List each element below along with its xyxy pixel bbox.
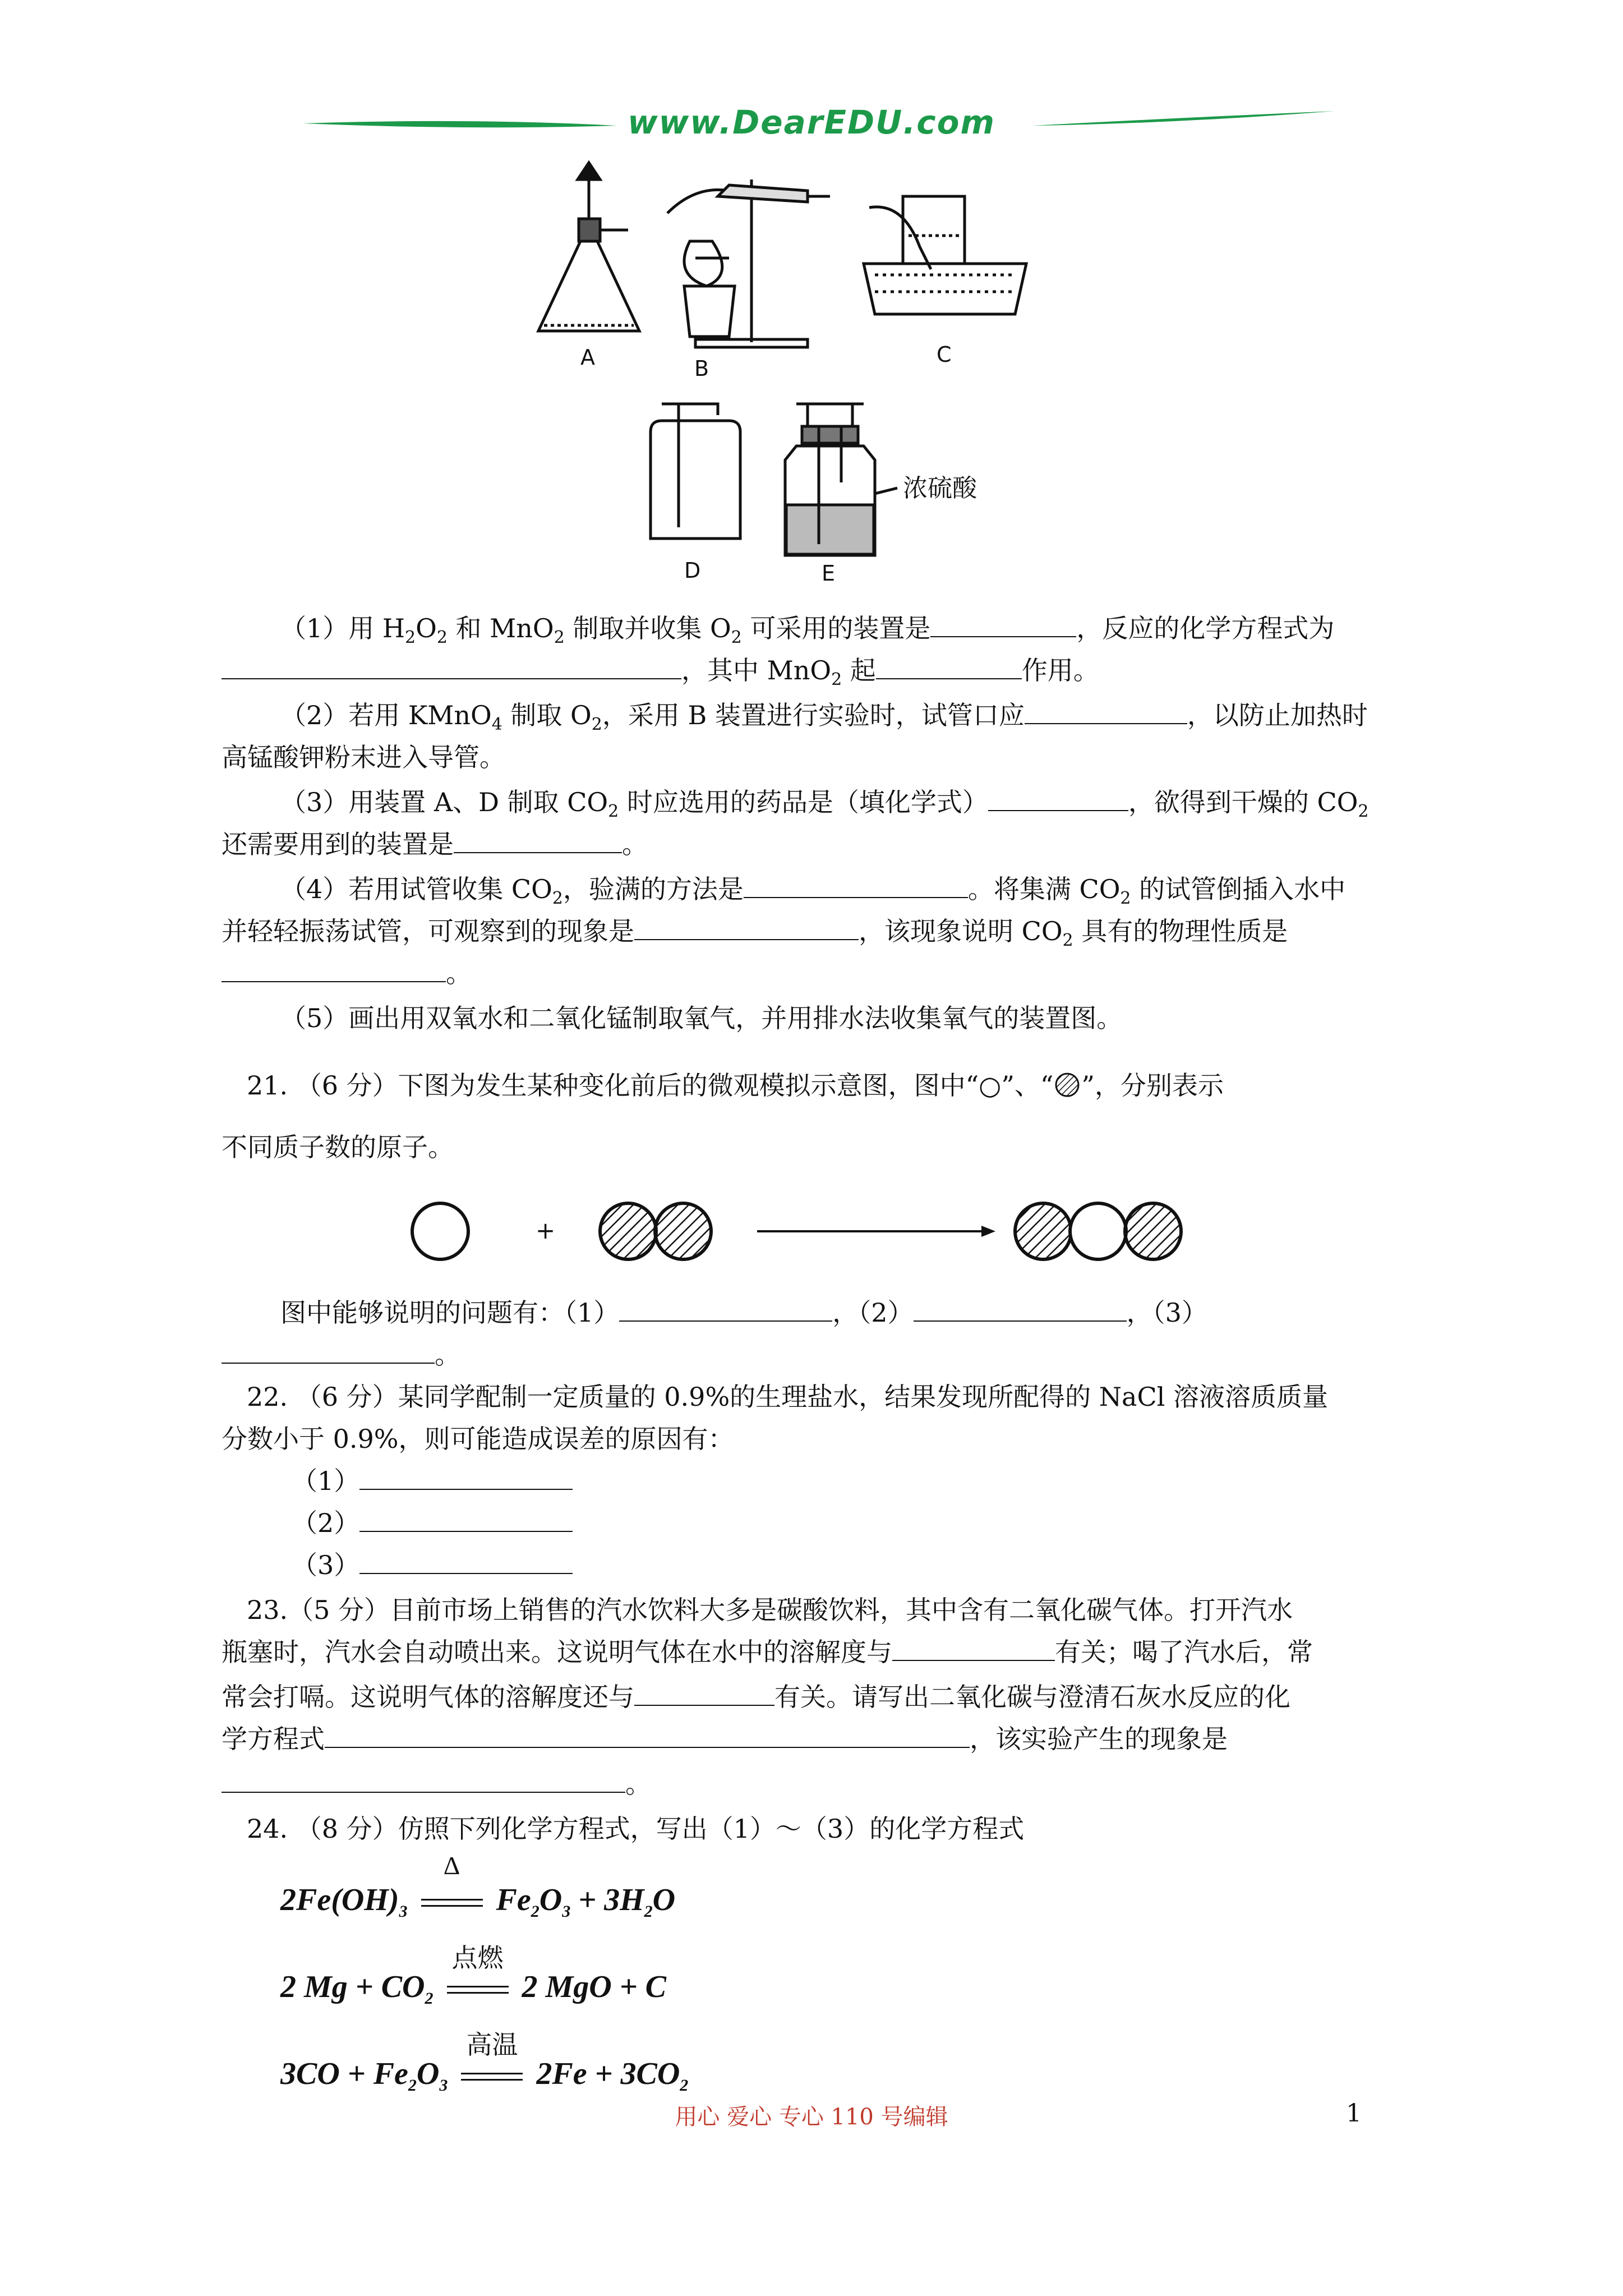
- answer-blank[interactable]: [876, 654, 1022, 679]
- q20-part3-line1: （3）用装置 A、D 制取 $CO_2$ 时应选用的药品是（填化学式） ，欲得到干燥的 $CO_2$: [280, 785, 1369, 829]
- apparatus-c-trough: [864, 196, 1026, 314]
- answer-blank[interactable]: [454, 827, 622, 853]
- answer-blank[interactable]: [325, 1722, 970, 1748]
- apparatus-figure-de: [628, 393, 1021, 595]
- site-title: www.DearEDU.com: [628, 103, 995, 141]
- q20-part2-line2: 高锰酸钾粉末进入导管。: [222, 742, 505, 772]
- q20-part3-line2: 还需要用到的装置是 。: [222, 827, 648, 861]
- q20-part2-line1: （2）若用 KMnO$_4$ 制取 $O_2$，采用 B 装置进行实验时，试管口应 ，以防止加热时: [280, 698, 1368, 742]
- answer-blank[interactable]: [359, 1548, 573, 1574]
- answer-blank[interactable]: [988, 785, 1128, 811]
- q20-part1-line1: （1）用 $H_2O_2$ 和 MnO$_2$ 制取并收集 $O_2$ 可采用的装置是 ，反应的化学方程式为: [280, 611, 1334, 655]
- answer-blank[interactable]: [222, 956, 446, 982]
- answer-blank[interactable]: [359, 1506, 573, 1532]
- q20-part4-line1: （4）若用试管收集 $CO_2$，验满的方法是 。将集满 $CO_2$ 的试管倒插入水中: [280, 872, 1345, 915]
- white-atom: [412, 1203, 468, 1259]
- page-number: 1: [1346, 2099, 1362, 2128]
- q20-part4-line2: 并轻轻振荡试管，可观察到的现象是 ，该现象说明 $CO_2$ 具有的物理性质是: [222, 914, 1288, 958]
- hatched-atom: [1015, 1203, 1071, 1259]
- q23-line3: 常会打嗝。这说明气体的溶解度还与 有关。请写出二氧化碳与澄清石灰水反应的化: [222, 1680, 1290, 1714]
- apparatus-e-reagent-label: 浓硫酸: [903, 474, 977, 503]
- q22-line2: 分数小于 0.9%，则可能造成误差的原因有：: [222, 1424, 734, 1454]
- hatched-atom: [655, 1203, 711, 1259]
- apparatus-a-flask: [538, 163, 639, 331]
- q22-line1: 22. （6 分）某同学配制一定质量的 0.9%的生理盐水，结果发现所配得的 NaCl 溶液溶质质量: [247, 1382, 1328, 1412]
- equation-1: $2Fe(OH)_3$ Δ $Fe_2O_3 + 3H_2O$: [280, 1851, 676, 1921]
- answer-blank[interactable]: [634, 914, 859, 940]
- q22-item3: （3）: [292, 1548, 573, 1582]
- answer-blank[interactable]: [892, 1635, 1055, 1661]
- answer-blank[interactable]: [634, 1680, 774, 1706]
- q21-line2: 不同质子数的原子。: [222, 1132, 454, 1162]
- hatched-atom: [600, 1203, 656, 1259]
- answer-blank[interactable]: [1025, 698, 1187, 724]
- white-atom: [1070, 1203, 1126, 1259]
- q21-line1: 21. （6 分）下图为发生某种变化前后的微观模拟示意图，图中“○”、“ ”，分别表示: [247, 1070, 1224, 1101]
- apparatus-c-label: C: [937, 342, 952, 367]
- apparatus-a-label: A: [580, 345, 595, 370]
- q20-part5: （5）画出用双氧水和二氧化锰制取氧气，并用排水法收集氧气的装置图。: [280, 1003, 1123, 1033]
- apparatus-d-bottle: [651, 404, 740, 539]
- q20-part4-line3: 。: [222, 956, 472, 990]
- apparatus-e-label: E: [822, 561, 836, 586]
- q23-line1: 23.（5 分）目前市场上销售的汽水饮料大多是碳酸饮料，其中含有二氧化碳气体。打开汽水: [247, 1595, 1293, 1625]
- q21-ask-line2: 。: [222, 1338, 460, 1372]
- hatched-atom: [1125, 1203, 1181, 1259]
- apparatus-b-label: B: [694, 356, 709, 381]
- q21-ask-line1: 图中能够说明的问题有：（1） ，（2） ，（3）: [280, 1296, 1207, 1329]
- answer-blank[interactable]: [222, 1338, 435, 1364]
- answer-blank[interactable]: [914, 1296, 1127, 1322]
- q22-item2: （2）: [292, 1506, 573, 1540]
- plus-sign: +: [536, 1217, 556, 1244]
- q22-item1: （1）: [292, 1464, 573, 1498]
- answer-blank[interactable]: [744, 872, 968, 898]
- apparatus-figure-abc: [516, 146, 1110, 381]
- apparatus-b-stand: [667, 180, 830, 347]
- answer-blank[interactable]: [359, 1464, 573, 1490]
- apparatus-e-bottle: [785, 404, 897, 555]
- hatched-atom-icon: [1053, 1071, 1081, 1099]
- equation-3: $3CO + Fe_2O_3$ 高温 $2Fe + 3CO_2$: [280, 2031, 689, 2095]
- molecular-model-figure: [393, 1178, 1234, 1285]
- q23-line2: 瓶塞时，汽水会自动喷出来。这说明气体在水中的溶解度与 有关；喝了汽水后，常: [222, 1635, 1313, 1669]
- answer-blank[interactable]: [222, 654, 681, 679]
- answer-blank[interactable]: [222, 1767, 625, 1793]
- equation-2: 2 $Mg + CO_2$ 点燃 2 MgO + C: [280, 1944, 666, 2008]
- q24-line1: 24. （8 分）仿照下列化学方程式，写出（1）～（3）的化学方程式: [247, 1814, 1025, 1844]
- q23-line5: 。: [222, 1767, 651, 1801]
- q23-line4: 学方程式 ，该实验产生的现象是: [222, 1722, 1228, 1756]
- footer-text: 用心 爱心 专心 110 号编辑: [675, 2104, 948, 2130]
- q20-part1-line2: ，其中 MnO$_2$ 起 作用。: [222, 654, 1099, 697]
- answer-blank[interactable]: [930, 611, 1076, 637]
- answer-blank[interactable]: [619, 1296, 832, 1322]
- apparatus-d-label: D: [684, 558, 701, 583]
